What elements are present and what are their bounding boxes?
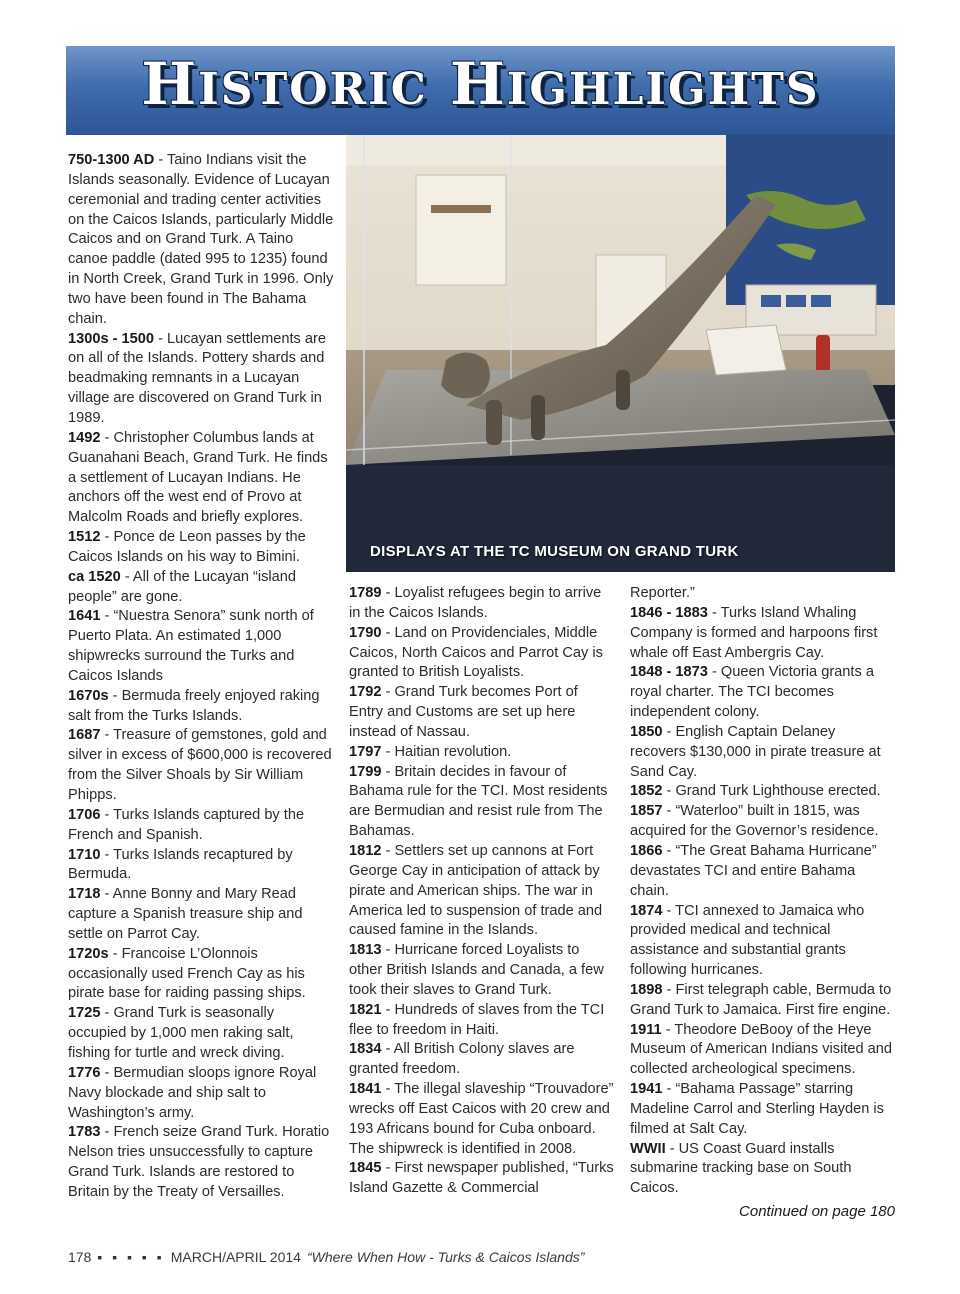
page-number: 178 [68, 1249, 92, 1265]
timeline-entry: 1941 - “Bahama Passage” starring Madeline Carrol and Sterling Hayden is filmed at Salt Cay. [630, 1081, 884, 1137]
timeline-entry: 1512 - Ponce de Leon passes by the Caicos Islands on his way to Bimini. [68, 529, 306, 565]
timeline-entry: 1845 - First newspaper published, “Turks Island Gazette & Commercial [349, 1160, 614, 1197]
timeline-entry: 1848 - 1873 - Queen Victoria grants a royal charter. The TCI becomes independent colony. [630, 664, 874, 721]
timeline-entry: 1720s - Francoise L’Olonnois occasionally used French Cay as his pirate base for raiding passing ships. [68, 945, 306, 1002]
timeline-entry: 1911 - Theodore DeBooy of the Heye Museum of American Indians visited and collected archeological specimens. [630, 1021, 893, 1078]
museum-photo [346, 135, 895, 572]
footer-dots: ▪ ▪ ▪ ▪ ▪ [97, 1249, 165, 1265]
timeline-column-1 [68, 151, 336, 1203]
timeline-entry: 1641 - “Nuestra Senora” sunk north of Puerto Plata. An estimated 1,000 shipwrecks surround the Turks and Caicos Islands [68, 608, 314, 684]
timeline-entry: 1812 - Settlers set up cannons at Fort George Cay in anticipation of attack by pirate and American ships. The war in America led to suspension of trade and caused famine in the Islands. [349, 842, 603, 939]
timeline-entry: 1492 - Christopher Columbus lands at Guanahani Beach, Grand Turk. He finds a settlement of Lucayan Indians. He anchors off the west end of Provo at Malcolm Roads and briefly explores. [68, 429, 328, 526]
photo-caption: DISPLAYS AT THE TC MUSEUM ON GRAND TURK [370, 543, 739, 560]
timeline-column-2 [349, 584, 615, 1199]
timeline-entry: 1866 - “The Great Bahama Hurricane” devastates TCI and entire Bahama chain. [630, 842, 877, 899]
timeline-entry: ca 1520 - All of the Lucayan “island people” are gone. [68, 568, 296, 605]
timeline-entry: 1725 - Grand Turk is seasonally occupied by 1,000 men raking salt, fishing for turtle and wreck diving. [68, 1005, 294, 1061]
timeline-entry: 1857 - “Waterloo” built in 1815, was acquired for the Governor’s residence. [630, 803, 879, 840]
timeline-entry: 1790 - Land on Providenciales, Middle Caicos, North Caicos and Parrot Cay is granted to British Loyalists. [349, 624, 603, 681]
timeline-entry: 1783 - French seize Grand Turk. Horatio Nelson tries unsuccessfully to capture Grand Turk. Islands are restored to Britain by the Treaty of Versailles. [68, 1124, 330, 1200]
timeline-entry: 1797 - Haitian revolution. [349, 743, 512, 760]
timeline-entry: 1710 - Turks Islands recaptured by Bermuda. [68, 846, 293, 883]
page-footer [68, 1249, 584, 1265]
timeline-entry: WWII - US Coast Guard installs submarine tracking base on South Caicos. [630, 1140, 852, 1197]
timeline-entry: 1799 - Britain decides in favour of Bahama rule for the TCI. Most residents are Bermudian and resist rule from The Bahamas. [349, 763, 608, 840]
timeline-entry: 1874 - TCI annexed to Jamaica who provided medical and technical assistance and substantial grants following hurricanes. [630, 902, 865, 979]
timeline-entry: 1776 - Bermudian sloops ignore Royal Navy blockade and ship salt to Washington’s army. [68, 1064, 317, 1121]
timeline-continuation: Reporter.” [630, 585, 695, 601]
timeline-entry: 1834 - All British Colony slaves are granted freedom. [349, 1041, 575, 1078]
timeline-column-3 [630, 584, 894, 1199]
timeline-entry: 1841 - The illegal slaveship “Trouvadore” wrecks off East Caicos with 20 crew and 193 Africans bound for Cuba onboard. The shipwreck is identified in 2008. [349, 1081, 614, 1157]
publication-name: “Where When How - Turks & Caicos Islands” [306, 1249, 585, 1265]
timeline-entry: 1718 - Anne Bonny and Mary Read capture a Spanish treasure ship and settle on Parrot Cay. [68, 886, 303, 942]
timeline-entry: 1789 - Loyalist refugees begin to arrive in the Caicos Islands. [349, 585, 602, 621]
timeline-entry: 1706 - Turks Islands captured by the French and Spanish. [68, 806, 305, 843]
timeline-entry: 1813 - Hurricane forced Loyalists to other British Islands and Canada, a few took their slaves to Grand Turk. [349, 942, 604, 998]
issue-date: MARCH/APRIL 2014 [170, 1249, 301, 1265]
title-banner [66, 46, 895, 135]
continued-note: Continued on page 180 [739, 1203, 895, 1220]
timeline-entry: 1821 - Hundreds of slaves from the TCI flee to freedom in Haiti. [349, 1001, 605, 1038]
timeline-entry: 1792 - Grand Turk becomes Port of Entry and Customs are set up here instead of Nassau. [349, 684, 578, 740]
timeline-entry: 1898 - First telegraph cable, Bermuda to Grand Turk to Jamaica. First fire engine. [630, 981, 892, 1018]
timeline-entry: 1300s - 1500 - Lucayan settlements are on all of the Islands. Pottery shards and beadmaking remnants in a Lucayan village are discovered on Grand Turk in 1989. [68, 330, 326, 426]
timeline-entry: 1687 - Treasure of gemstones, gold and silver in excess of $600,000 is recovered from the Silver Shoals by Sir William Phipps. [68, 727, 332, 803]
timeline-entry: 1850 - English Captain Delaney recovers $130,000 in pirate treasure at Sand Cay. [630, 723, 881, 780]
museum-display-illustration [346, 135, 895, 572]
page-title: HISTORIC HIGHLIGHTS [141, 50, 820, 118]
timeline-entry: 750-1300 AD - Taino Indians visit the Islands seasonally. Evidence of Lucayan ceremonial and trading center activities on the Caicos Islands, particularly Middle Caicos and on Grand Turk. A Taino canoe paddle (dated 995 to 1235) found in North Creek, Grand Turk in 1996. Only two have been found in The Bahama chain. [68, 152, 334, 327]
timeline-entry: 1852 - Grand Turk Lighthouse erected. [630, 783, 881, 800]
timeline-entry: 1846 - 1883 - Turks Island Whaling Company is formed and harpoons first whale off East Ambergris Cay. [630, 604, 878, 661]
timeline-entry: 1670s - Bermuda freely enjoyed raking salt from the Turks Islands. [68, 687, 320, 724]
